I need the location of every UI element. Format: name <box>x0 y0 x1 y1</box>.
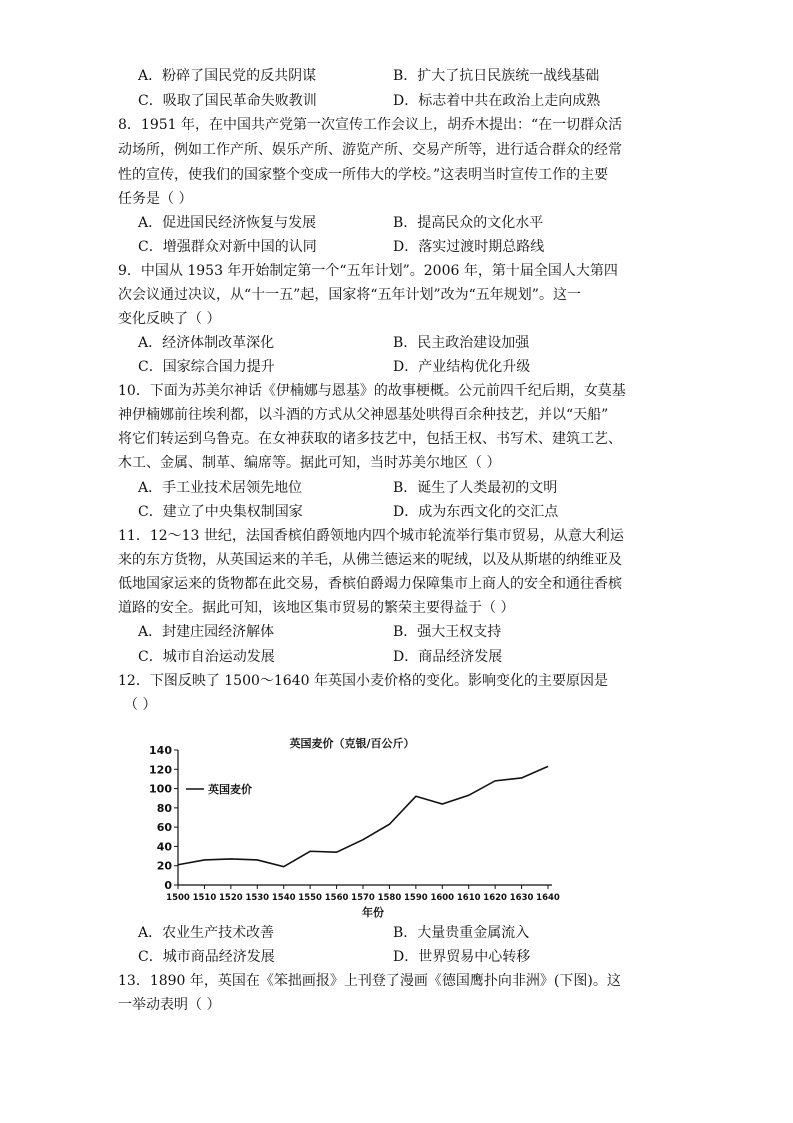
y-tick-label: 40 <box>156 840 172 854</box>
x-tick-label: 1510 <box>192 893 217 903</box>
q13-stem-line: 13．1890 年，英国在《笨拙画报》上刊登了漫画《德国鹰扑向非洲》(下图)。这 <box>118 973 621 989</box>
q10-stem-line: 将它们转运到乌鲁克。在女神获取的诸多技艺中，包括王权、书写术、建筑工艺、 <box>118 431 622 447</box>
x-tick-label: 1540 <box>271 893 296 903</box>
x-tick-label: 1530 <box>245 893 270 903</box>
x-axis-label: 年份 <box>362 906 384 919</box>
q9-option-c: C．国家综合国力提升 <box>138 359 275 375</box>
q8-option-d: D．落实过渡时期总路线 <box>393 239 545 255</box>
chart-svg <box>130 730 560 920</box>
q8-stem-line: 性的宣传，使我们的国家整个变成一所伟大的学校。”这表明当时宣传工作的主要 <box>118 167 609 183</box>
q13-stem-line: 一举动表明（ ） <box>118 997 221 1013</box>
x-ticks <box>166 885 560 903</box>
y-tick-label: 140 <box>149 744 172 757</box>
x-tick-label: 1580 <box>377 893 402 903</box>
x-tick-label: 1620 <box>483 893 507 903</box>
q8-stem-line: 任务是（ ） <box>118 191 193 207</box>
q11-stem-line: 低地国家运来的货物都在此交易，香槟伯爵竭力保障集市上商人的安全和通往香槟 <box>118 576 622 592</box>
x-tick-label: 1570 <box>351 893 375 903</box>
q9-option-a: A．经济体制改革深化 <box>138 335 275 351</box>
q7-option-b: B．扩大了抗日民族统一战线基础 <box>393 68 600 84</box>
q7-option-a: A．粉碎了国民党的反共阴谋 <box>138 68 317 84</box>
q12-stem-line: （ ） <box>124 697 157 713</box>
q10-stem-line: 神伊楠娜前往埃利都，以斗酒的方式从父神恩基处哄得百余种技艺，并以“天船” <box>118 407 609 423</box>
x-tick-label: 1630 <box>509 893 534 903</box>
y-tick-label: 80 <box>156 801 172 815</box>
q10-option-d: D．成为东西文化的交汇点 <box>393 504 559 520</box>
q10-stem-line: 木工、金属、制革、编席等。据此可知，当时苏美尔地区（ ） <box>118 455 501 471</box>
q11-option-a: A．封建庄园经济解体 <box>138 624 275 640</box>
y-ticks <box>149 744 178 892</box>
y-tick-label: 60 <box>156 821 172 835</box>
y-tick-label: 120 <box>149 763 172 777</box>
x-tick-label: 1560 <box>324 893 349 903</box>
y-tick-label: 20 <box>156 859 172 873</box>
q11-option-d: D．商品经济发展 <box>393 649 503 665</box>
y-tick-label: 0 <box>164 879 172 892</box>
q8-stem-line: 8．1951 年，在中国共产党第一次宣传工作会议上，胡乔木提出：“在一切群众活 <box>118 117 623 133</box>
q10-option-b: B．诞生了人类最初的文明 <box>393 480 558 496</box>
q9-option-b: B．民主政治建设加强 <box>393 335 530 351</box>
x-tick-label: 1640 <box>536 893 560 903</box>
chart-title: 英国麦价（克银/百公斤） <box>289 737 415 750</box>
q8-option-b: B．提高民众的文化水平 <box>393 215 544 231</box>
q10-option-a: A．手工业技术居领先地位 <box>138 480 303 496</box>
x-tick-label: 1550 <box>298 893 322 903</box>
y-tick-label: 100 <box>149 782 172 796</box>
q9-stem-line: 9．中国从 1953 年开始制定第一个“五年计划”。2006 年，第十届全国人大第四 <box>118 263 618 279</box>
x-tick-label: 1590 <box>404 893 428 903</box>
q11-stem-line: 11．12～13 世纪，法国香槟伯爵领地内四个城市轮流举行集市贸易，从意大利运 <box>118 528 624 544</box>
x-tick-label: 1520 <box>219 893 243 903</box>
q11-stem-line: 来的东方货物，从英国运来的羊毛，从佛兰德运来的呢绒，以及从斯堪的纳维亚及 <box>118 552 622 568</box>
q10-option-c: C．建立了中央集权制国家 <box>138 504 303 520</box>
q7-option-c: C．吸取了国民革命失败教训 <box>138 93 317 109</box>
x-tick-label: 1500 <box>166 893 190 903</box>
q10-stem-line: 10．下面为苏美尔神话《伊楠娜与恩基》的故事梗概。公元前四千纪后期，女莫基 <box>118 383 626 399</box>
legend-label: 英国麦价 <box>208 783 252 796</box>
q12-option-d: D．世界贸易中心转移 <box>393 949 531 965</box>
q8-option-a: A．促进国民经济恢复与发展 <box>138 215 317 231</box>
q7-option-d: D．标志着中共在政治上走向成熟 <box>393 93 601 109</box>
q9-stem-line: 变化反映了（ ） <box>118 311 221 327</box>
x-tick-label: 1610 <box>456 893 481 903</box>
q9-stem-line: 次会议通过决议，从“十一五”起，国家将“五年计划”改为“五年规划”。这一 <box>118 287 581 303</box>
q12-option-c: C．城市商品经济发展 <box>138 949 275 965</box>
q9-option-d: D．产业结构优化升级 <box>393 359 531 375</box>
q8-option-c: C．增强群众对新中国的认同 <box>138 239 317 255</box>
q11-stem-line: 道路的安全。据此可知，该地区集市贸易的繁荣主要得益于（ ） <box>118 600 515 616</box>
q11-option-c: C．城市自治运动发展 <box>138 649 275 665</box>
x-tick-label: 1600 <box>430 893 455 903</box>
q8-stem-line: 动场所，例如工作产所、娱乐产所、游览产所、交易产所等，进行适合群众的经常 <box>118 142 622 158</box>
wheat-price-chart <box>130 730 560 920</box>
q12-option-a: A．农业生产技术改善 <box>138 925 275 941</box>
series-line-wheat-price <box>178 766 548 866</box>
q11-option-b: B．强大王权支持 <box>393 624 502 640</box>
q12-stem-line: 12．下图反映了 1500～1640 年英国小麦价格的变化。影响变化的主要原因是 <box>118 673 608 689</box>
q12-option-b: B．大量贵重金属流入 <box>393 925 530 941</box>
